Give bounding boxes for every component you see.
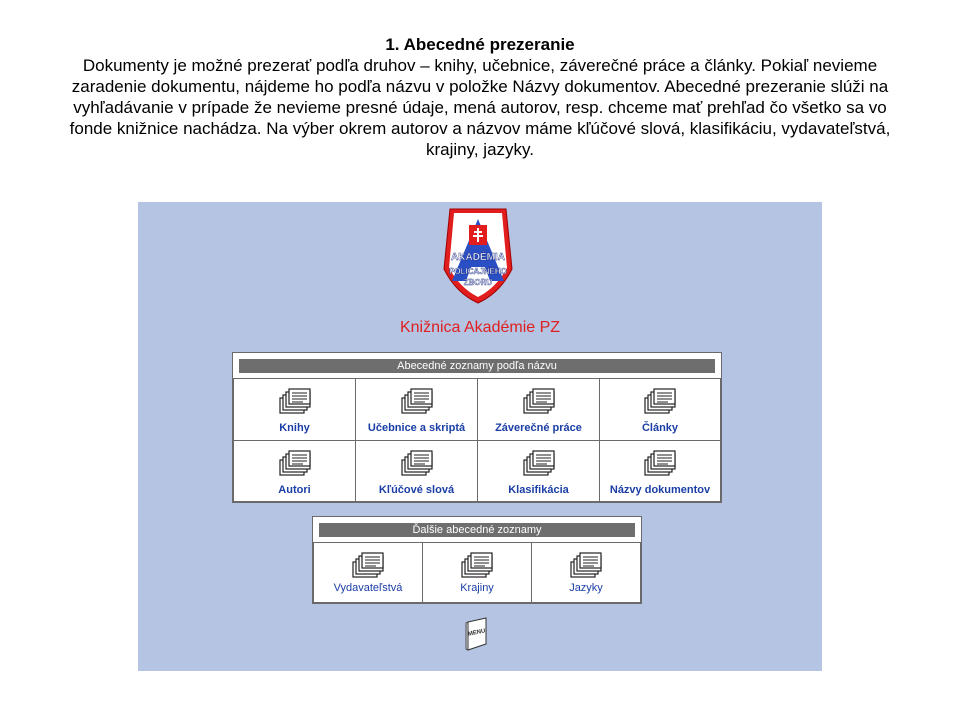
list-languages[interactable]: Jazyky xyxy=(531,542,641,603)
slide-body: Dokumenty je možné prezerať podľa druhov – knihy, učebnice, záverečné práce a články. Pokiaľ nevieme zaradenie dokumentu, nájdeme ho podľa názvu v položke Názvy dokumentov. Abecedné prezeranie slúži na vyhľadávanie v prípade že nevieme presné údaje, mená autorov, resp. chceme mať prehľad čo všetko sa vo fonde knižnice nachádza. Na výber okrem autorov a názvov máme kľúčové slová, klasifikáciu, vydavateľstvá, krajiny, jazyky. xyxy=(69,56,891,159)
academy-logo xyxy=(440,207,516,305)
list-articles[interactable]: Články xyxy=(599,378,721,441)
document-stack-icon xyxy=(522,387,556,415)
list-theses[interactable]: Záverečné práce xyxy=(477,378,600,441)
svg-text:MENU: MENU xyxy=(467,628,487,638)
document-stack-icon xyxy=(278,387,312,415)
svg-text:POLICAJNÉHO: POLICAJNÉHO xyxy=(449,267,507,276)
document-stack-icon xyxy=(278,449,312,477)
document-stack-icon xyxy=(460,551,494,579)
list-classification[interactable]: Klasifikácia xyxy=(477,440,600,502)
document-stack-icon xyxy=(569,551,603,579)
list-authors[interactable]: Autori xyxy=(233,440,356,502)
document-stack-icon xyxy=(643,387,677,415)
svg-text:ZBORU: ZBORU xyxy=(463,278,493,287)
list-publishers[interactable]: Vydavateľstvá xyxy=(313,542,423,603)
document-stack-icon xyxy=(351,551,385,579)
list-countries[interactable]: Krajiny xyxy=(422,542,532,603)
svg-text:AKADÉMIA: AKADÉMIA xyxy=(451,252,505,263)
library-title: Knižnica Akadémie PZ xyxy=(399,319,561,336)
menu-back-icon[interactable] xyxy=(464,616,490,652)
document-stack-icon xyxy=(400,449,434,477)
table-header: Ďalšie abecedné zoznamy xyxy=(319,523,635,537)
document-stack-icon xyxy=(400,387,434,415)
other-alphabetical-lists xyxy=(312,516,642,604)
list-keywords[interactable]: Kľúčové slová xyxy=(355,440,478,502)
slide-title: 1. Abecedné prezeranie xyxy=(385,35,575,54)
list-document-titles[interactable]: Názvy dokumentov xyxy=(599,440,721,502)
list-books[interactable]: Knihy xyxy=(233,378,356,441)
alphabetical-lists-by-title xyxy=(232,352,722,503)
document-stack-icon xyxy=(643,449,677,477)
table-header: Abecedné zoznamy podľa názvu xyxy=(239,359,715,373)
document-stack-icon xyxy=(522,449,556,477)
slide-text xyxy=(60,34,900,160)
library-screenshot xyxy=(138,202,822,671)
list-textbooks[interactable]: Učebnice a skriptá xyxy=(355,378,478,441)
